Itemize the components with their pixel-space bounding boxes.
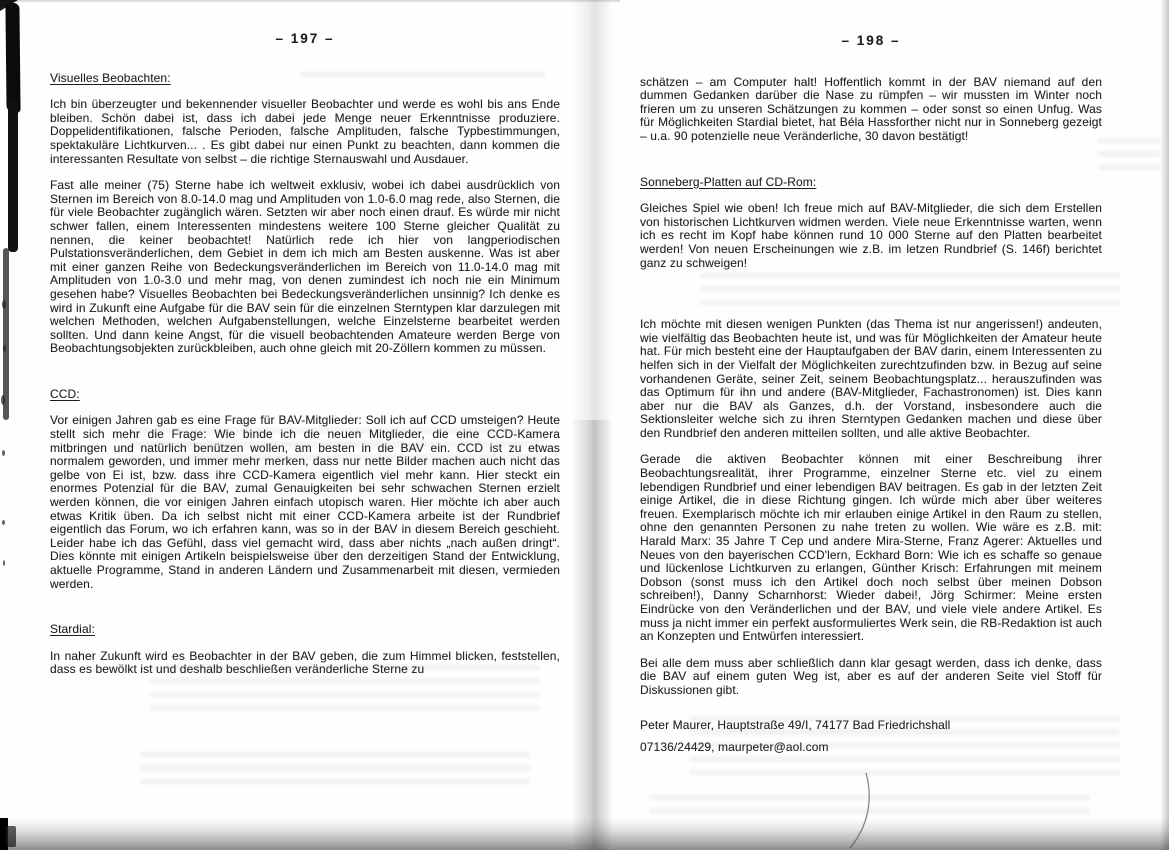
author-signature [640,714,1102,758]
scan-edge-artifact [6,826,16,847]
page-bottom-shadow [0,818,1169,850]
scan-edge-artifact [0,818,8,850]
body-paragraph: Fast alle meiner (75) Sterne habe ich weltweit exklusiv, wobei ich dabei ausdrücklich von Sternen im Bereich von 8.0-14.0 mag und Amplituden von 1.0-6.0 mag rede, also Sternen, die für viele Beobachter zugänglich wären. Setzten wir aber noch einen drauf. Es würde mir nicht schwer fallen, einem Interessenten mindestens weitere 100 Sterne gleicher Qualität zu nennen, die keiner beobachtet! Natürlich rede ich hier von langperiodischen Pulstationsveränderlichen, dem Gebiet in dem ich mich am Besten auskenne. Was ist aber mit einer ganzen Reihe von Bedeckungsveränderlichen im Bereich von 11.0-14.0 mag mit Amplituden von 1.0-3.0 und mehr mag, von denen zumindest ich noch nie ein Minimum gesehen habe? Visuelles Beobachten bei Bedeckungsveränderlichen unsinnig? Ich denke es wird in Zukunft eine Aufgabe für die BAV sein für die einzelnen Sterntypen klar darzulegen mit welchen Methoden, welchen Aufgabenstellungen, welche Einzelsterne bearbeitet werden sollten. Und dann keine Angst, für die visuell beobachtenden Amateure werden Berge von Beobachtungsobjekten zurückbleiben, auch ohne gleich mit 20-Zöllern kommen zu müssen. [50,178,560,356]
page-number-right: – 198 – [841,33,901,48]
scan-speck-artifact [1,395,5,405]
body-paragraph: schätzen – am Computer halt! Hoffentlich kommt in der BAV niemand auf den dummen Gedanken darüber die Nase zu rümpfen – wir mussten im Winter noch frieren um zu unseren Schätzungen zu kommen – oder sonst so einen Unfug. Was für Möglichkeiten Stardial bietet, hat Béla Hassforther nicht nur in Sonneberg gezeigt – u.a. 90 potenzielle neue Veränderliche, 30 davon bestätigt! [640,74,1102,143]
scan-edge-shadow [0,0,620,3]
scan-edge-artifact [3,248,9,420]
scan-hair-artifact [838,770,882,850]
section-heading-sonneberg-platten: Sonneberg-Platten auf CD-Rom: [640,174,817,189]
scan-edge-artifact [5,3,20,113]
body-paragraph: Gleiches Spiel wie oben! Ich freue mich auf BAV-Mitglieder, die sich dem Erstellen von historischen Lichtkurven widmen werden. Viele neue Erkenntnisse warten, wenn ich es recht im Kopf habe können rund 10 000 Sterne auf den Platten bearbeitet werden! Von neuen Erscheinungen wie z.B. im letzen Rundbrief (S. 146f) berichtet ganz zu schweigen! [640,201,1102,270]
section-heading-ccd: CCD: [50,386,80,401]
section-heading-stardial: Stardial: [50,622,95,637]
scan-speck-artifact [2,300,6,309]
section-heading-visuelles-beobachten: Visuelles Beobachten: [50,70,171,85]
page-197 [50,32,560,677]
signature-contact-line: 07136/24429, maurpeter@aol.com [640,739,829,754]
scan-speck-artifact [3,560,5,566]
bleedthrough-ghost [650,795,1090,821]
scan-edge-artifact [8,100,18,252]
page-fold-shadow [571,420,613,850]
scan-edge-artifact [0,0,18,11]
bleedthrough-ghost [140,752,530,792]
scan-speck-artifact [3,345,6,352]
body-paragraph: In naher Zukunft wird es Beobachter in der BAV geben, die zum Himmel blicken, feststellen, dass es bewölkt ist und deshalb beschließen veränderliche Sterne zu [50,648,560,677]
page-number-left: – 197 – [275,31,335,46]
signature-address-line: Peter Maurer, Hauptstraße 49/I, 74177 Bad Friedrichshall [640,717,951,732]
bleedthrough-ghost [1098,138,1160,178]
body-paragraph: Vor einigen Jahren gab es eine Frage für BAV-Mitglieder: Soll ich auf CCD umsteigen? Heute stellt sich mehr die Frage: Wie binde ich die neuen Mitglieder, die eine CCD-Kamera mitbringen und natürlich benützen wollen, am besten in die BAV ein. CCD ist zu etwas normalem geworden, und immer mehr merken, dass nur nette Bilder machen auch nicht das gelbe von Ei ist, bzw. dass ihre CCD-Kamera eigentlich viel mehr kann. Hier steckt ein enormes Potenzial für die BAV, zumal Genauigkeiten bei sehr schwachen Sternen erzielt werden können, die vor einigen Jahren einfach utopisch waren. Hier möchte ich aber auch etwas Kritik üben. Da ich selbst nicht mit einer CCD-Kamera arbeite ist der Rundbrief eigentlich das Forum, wo ich erfahren kann, was so in der BAV in diesem Bereich geschieht. Leider habe ich das Gefühl, dass viel gemacht wird, dass aber nichts „nach außen dringt“. Dies könnte mit einigen Artikeln beispielsweise über den derzeitigen Stand der Entwicklung, aktuelle Programme, Stand in anderen Ländern und Zusammenarbeit mit diesen, vermieden werden. [50,413,560,591]
scan-speck-artifact [2,520,5,525]
body-paragraph: Gerade die aktiven Beobachter können mit einer Beschreibung ihrer Beobachtungsrealität, ihrer Programme, einzelner Sterne etc. viel zu einem lebendigen Rundbrief und einer lebendigen BAV beitragen. Es gab in der letzten Zeit einige Artikel, die in diese Richtung gingen. Ich würde mich aber über weiteres freuen. Exemplarisch möchte ich mir erlauben einige Artikel in den Raum zu stellen, ohne den genannten Personen zu nahe treten zu wollen. Wie wäre es z.B. mit: Harald Marx: 35 Jahre T Cep und andere Mira-Sterne, Franz Agerer: Aktuelles und Neues von den bayerischen CCD'lern, Eckhard Born: Wie ich es schaffe so genaue und lückenlose Lichtkurven zu erlangen, Günther Krisch: Erfahrungen mit meinem Dobson (sonst muss ich den Artikel doch noch selbst über meinen Dobson schreiben!), Danny Scharnhorst: Wieder dabei!, Jörg Schirmer: Meine ersten Eindrücke von den Veränderlichen und der BAV, und viele viele andere Artikel. Es muss ja nicht immer ein perfekt ausformuliertes Werk sein, die RB-Redaktion ist auch an Konzepten und Entwürfen interessiert. [640,452,1102,644]
body-paragraph: Bei alle dem muss aber schließlich dann klar gesagt werden, dass ich denke, dass die BAV auf einem guten Weg ist, aber es auf der anderen Seite viel Stoff für Diskussionen gibt. [640,655,1102,697]
scan-edge-shadow [1160,0,1169,850]
body-paragraph: Ich bin überzeugter und bekennender visueller Beobachter und werde es wohl bis ans Ende bleiben. Schön dabei ist, dass ich dabei jede Menge neuer Erkenntnisse produziere. Doppelidentifikationen, falsche Perioden, falsche Amplituden, falsche Typbestimmungen, spektakuläre Lichtkurven... . Es gibt dabei nur einen Punkt zu beachten, dann kommen die interessanten Resultate von selbst – die richtige Sternauswahl und Ausdauer. [50,97,560,166]
page-198 [640,34,1102,758]
body-paragraph: Ich möchte mit diesen wenigen Punkten (das Thema ist nur angerissen!) andeuten, wie vielfältig das Beobachten heute ist, und was für Möglichkeiten der Amateur heute hat. Für mich besteht eine der Hauptaufgaben der BAV darin, einem Interessenten zu helfen sich in der Vielfalt der Möglichkeiten zurechtzufinden bzw. in Bezug auf seine vorhandenen Geräte, seiner Zeit, seinem Beobachtungsplatz... herauszufinden was das Optimum für ihn und andere (BAV-Mitglieder, Fachastronomen) ist. Dies kann aber nur die BAV als Ganzes, d.h. der Vorstand, insbesondere auch die Sektionsleiter welche sich zu ihren Sterntypen Gedanken machen und diese über den Rundbrief den anderen mitteilen sollten, und alle aktive Beobachter. [640,317,1102,440]
page-fold-shadow [571,0,613,850]
scan-speck-artifact [2,450,5,456]
